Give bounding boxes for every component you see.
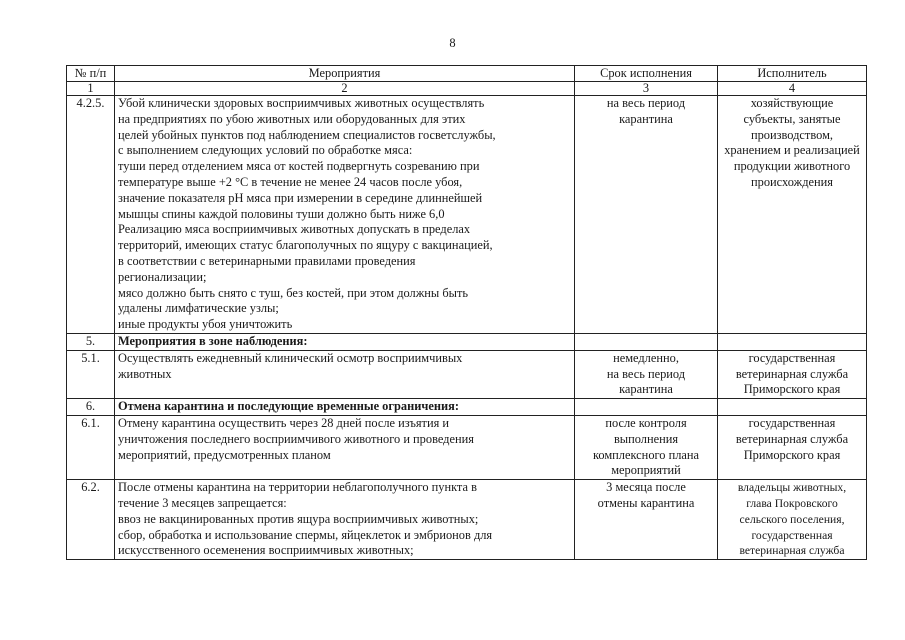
empty-cell <box>718 333 867 350</box>
term-line: отмены карантина <box>597 495 695 510</box>
row-executor <box>718 415 867 479</box>
measure-line: Реализацию мяса восприимчивых животных допускать в пределах <box>118 222 471 237</box>
measure-line: значение показателя рН мяса при измерении в середине длиннейшей <box>118 190 483 205</box>
executor-line: государственная <box>751 528 833 542</box>
row-number: 6. <box>67 399 115 416</box>
row-measure <box>115 96 575 334</box>
measure-line: мышцы спины каждой половины туши должно быть ниже 6,0 <box>118 206 445 221</box>
header-executor: Исполнитель <box>718 66 867 82</box>
table-header-row <box>67 66 867 82</box>
executor-line: происхождения <box>751 174 833 189</box>
term-line: мероприятий <box>611 463 681 478</box>
measure-line: сбор, обработка и использование спермы, яйцеклеток и эмбрионов для <box>118 527 493 542</box>
column-number: 4 <box>718 82 867 96</box>
measure-line: уничтожения последнего восприимчивого животного и проведения <box>118 431 474 446</box>
measure-line: в соответствии с ветеринарными правилами проведения <box>118 253 416 268</box>
measure-line: туши перед отделением мяса от костей подвергнуть созреванию при <box>118 159 480 174</box>
term-line: комплексного плана <box>592 447 700 462</box>
section-title: Мероприятия в зоне наблюдения: <box>115 333 575 350</box>
term-line: выполнения <box>613 431 679 446</box>
row-measure <box>115 415 575 479</box>
row-number: 5.1. <box>67 350 115 398</box>
term-line: на весь период <box>606 96 686 110</box>
measure-line: мясо должно быть снято с туш, без костей, при этом должны быть <box>118 285 469 300</box>
term-line: карантина <box>619 111 673 126</box>
measure-line: территорий, имеющих статус благополучных по ящуру с вакцинацией, <box>118 238 493 253</box>
row-executor <box>718 480 867 560</box>
section-row <box>67 399 867 416</box>
executor-line: ветеринарная служба <box>735 366 849 381</box>
header-term: Срок исполнения <box>575 66 718 82</box>
measure-line: регионализации; <box>118 269 207 284</box>
measure-line: течение 3 месяцев запрещается: <box>118 495 287 510</box>
term-line: 3 месяца после <box>606 480 686 495</box>
measure-line: Отмену карантина осуществить через 28 дней после изъятия и <box>118 415 450 430</box>
row-number: 4.2.5. <box>67 96 115 334</box>
executor-line: государственная <box>748 350 836 365</box>
row-term <box>575 350 718 398</box>
executor-line: владельцы животных, <box>737 481 847 495</box>
row-term <box>575 415 718 479</box>
column-number: 1 <box>67 82 115 96</box>
measure-line: на предприятиях по убою животных или оборудованных для этих <box>118 111 466 126</box>
executor-line: продукции животного <box>733 159 851 174</box>
measure-line: После отмены карантина на территории неблагополучного пункта в <box>118 480 477 495</box>
term-line: немедленно, <box>613 350 679 365</box>
row-number: 6.2. <box>67 480 115 560</box>
measure-line: с выполнением следующих условий по обработке мяса: <box>118 143 413 158</box>
executor-line: Приморского края <box>743 382 841 397</box>
measure-line: ввоз не вакцинированных против ящура восприимчивых животных; <box>118 511 479 526</box>
term-line: после контроля <box>605 415 687 430</box>
header-number: № п/п <box>67 66 115 82</box>
executor-line: государственная <box>748 415 836 430</box>
empty-cell <box>575 333 718 350</box>
executor-line: глава Покровского <box>746 496 838 510</box>
table-row <box>67 96 867 334</box>
page-number: 8 <box>449 36 456 50</box>
measure-line: температуре выше +2 °С в течение не менее 24 часов после убоя, <box>118 174 463 189</box>
column-number: 2 <box>115 82 575 96</box>
executor-line: ветеринарная служба <box>739 544 845 558</box>
executor-line: Приморского края <box>743 447 841 462</box>
executor-line: сельского поселения, <box>739 512 845 526</box>
measure-line: иные продукты убоя уничтожить <box>118 317 293 332</box>
table-row <box>67 415 867 479</box>
row-executor <box>718 350 867 398</box>
term-line: карантина <box>619 382 673 397</box>
executor-line: хозяйствующие <box>750 96 834 110</box>
measure-line: Убой клинически здоровых восприимчивых животных осуществлять <box>118 96 485 110</box>
empty-cell <box>575 399 718 416</box>
row-number: 5. <box>67 333 115 350</box>
column-numbers-row <box>67 82 867 96</box>
row-number: 6.1. <box>67 415 115 479</box>
row-executor <box>718 96 867 334</box>
measure-line: искусственного осеменения восприимчивых животных; <box>118 543 414 558</box>
executor-line: хранением и реализацией <box>724 143 860 158</box>
table-row <box>67 480 867 560</box>
executor-line: ветеринарная служба <box>735 431 849 446</box>
measure-line: животных <box>118 366 172 381</box>
row-term <box>575 480 718 560</box>
row-term <box>575 96 718 334</box>
header-measures: Мероприятия <box>115 66 575 82</box>
executor-line: производством, <box>750 127 834 142</box>
row-measure <box>115 350 575 398</box>
measure-line: удалены лимфатические узлы; <box>118 301 279 316</box>
measure-line: мероприятий, предусмотренных планом <box>118 447 331 462</box>
empty-cell <box>718 399 867 416</box>
row-measure <box>115 480 575 560</box>
table-row <box>67 350 867 398</box>
measure-line: целей убойных пунктов под наблюдением специалистов госветслужбы, <box>118 127 496 142</box>
measures-table <box>66 65 867 560</box>
measure-line: Осуществлять ежедневный клинический осмотр восприимчивых <box>118 350 463 365</box>
term-line: на весь период <box>606 366 686 381</box>
column-number: 3 <box>575 82 718 96</box>
section-row <box>67 333 867 350</box>
section-title: Отмена карантина и последующие временные ограничения: <box>115 399 575 416</box>
executor-line: субъекты, занятые <box>743 111 841 126</box>
